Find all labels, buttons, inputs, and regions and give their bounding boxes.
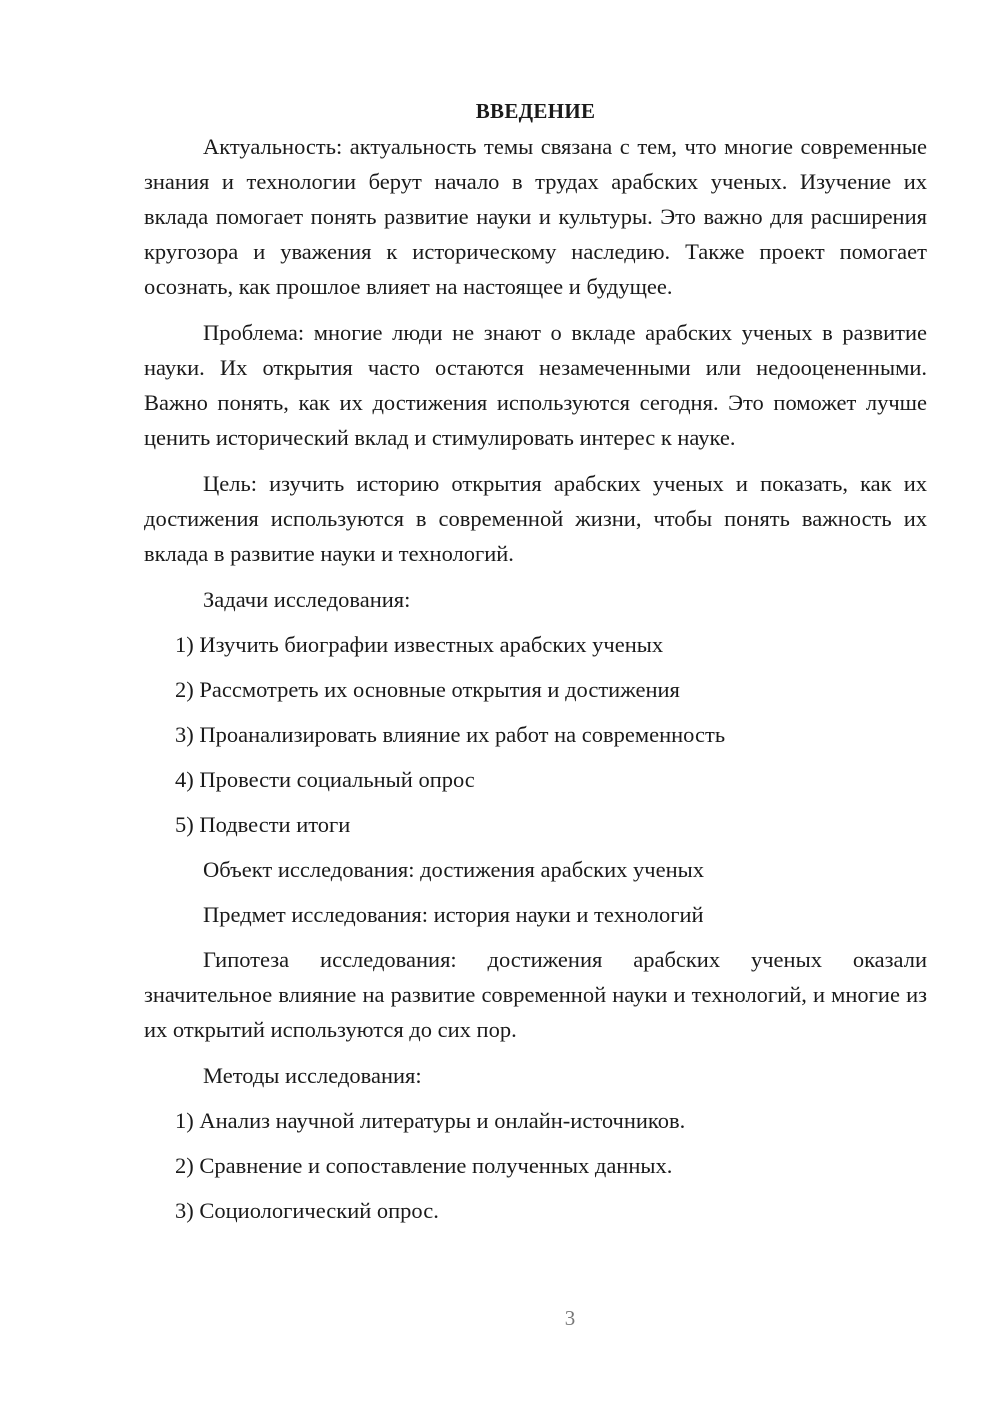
task-item: 3) Проанализировать влияние их работ на современность: [175, 722, 726, 747]
task-item: 4) Провести социальный опрос: [175, 767, 475, 792]
task-item: 2) Рассмотреть их основные открытия и достижения: [175, 677, 680, 702]
method-item: 1) Анализ научной литературы и онлайн-источников.: [175, 1108, 686, 1133]
task-item: 5) Подвести итоги: [175, 812, 351, 837]
goal-paragraph: Цель: изучить историю открытия арабских ученых и показать, как их достижения используются в современной жизни, чтобы понять важность их вклада в развитие науки и технологий.: [144, 471, 927, 566]
task-item: 1) Изучить биографии известных арабских ученых: [175, 632, 664, 657]
tasks-heading: Задачи исследования:: [203, 587, 411, 612]
methods-heading: Методы исследования:: [203, 1063, 422, 1088]
subject-line: Предмет исследования: история науки и технологий: [203, 902, 704, 927]
hypothesis-paragraph: Гипотеза исследования: достижения арабских ученых оказали значительное влияние на развитие современной науки и технологий, и многие из их открытий используются до сих пор.: [144, 947, 927, 1042]
method-item: 2) Сравнение и сопоставление полученных данных.: [175, 1153, 673, 1178]
relevance-paragraph: Актуальность: актуальность темы связана с тем, что многие современные знания и технологии берут начало в трудах арабских ученых. Изучение их вклада помогает понять развитие науки и культуры. Это важно для расширения кругозора и уважения к историческому наследию. Также проект помогает осознать, как прошлое влияет на настоящее и будущее.: [144, 134, 927, 299]
page-title: ВВЕДЕНИЕ: [475, 99, 596, 123]
object-line: Объект исследования: достижения арабских ученых: [203, 857, 704, 882]
method-item: 3) Социологический опрос.: [175, 1198, 439, 1223]
page-number: 3: [564, 1306, 576, 1330]
problem-paragraph: Проблема: многие люди не знают о вкладе арабских ученых в развитие науки. Их открытия часто остаются незамеченными или недооцененными. Важно понять, как их достижения используются сегодня. Это поможет лучше ценить исторический вклад и стимулировать интерес к науке.: [144, 320, 927, 450]
page-content: [144, 94, 927, 1228]
